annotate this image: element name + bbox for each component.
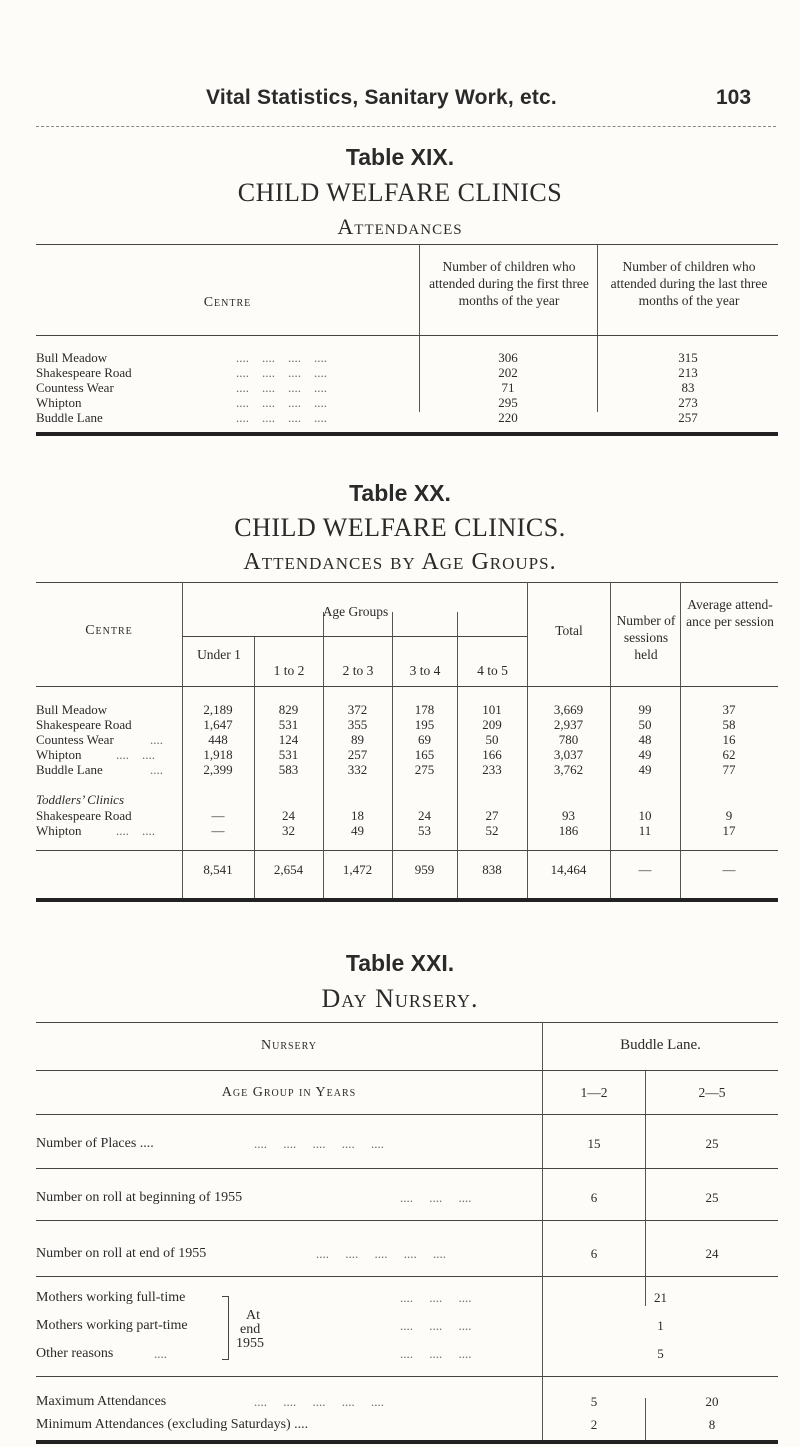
table-20-header-under-1: Under 1: [197, 647, 241, 662]
roll-begin-label: Number on roll at beginning of 1955: [36, 1190, 243, 1205]
table-20-row-5-sessions: 49: [638, 762, 652, 777]
table-21-top-rule: [36, 1022, 778, 1023]
table-20-row-3-sessions: 48: [638, 732, 652, 747]
table-20-row-2-under-1: 1,647: [203, 717, 233, 732]
table-20-row-4-total: 3,037: [553, 747, 584, 762]
table-19-row-3-last: 83: [681, 380, 695, 395]
leader-dots: .... .... ....: [400, 1318, 472, 1333]
toddler-row-1-total: 93: [562, 808, 575, 823]
other-reasons-label: Other reasons: [36, 1346, 114, 1361]
leader-dots: ....: [150, 762, 163, 777]
totals-total: 14,464: [550, 862, 587, 877]
totals-2-to-3: 1,472: [342, 862, 373, 877]
table-19-row-5-last: 257: [678, 410, 698, 425]
right-brace: [222, 1296, 229, 1360]
table-20-row-2-average: 58: [722, 717, 736, 732]
table-20-row-5-average: 77: [722, 762, 736, 777]
toddler-row-2-4-to-5: 52: [485, 823, 499, 838]
toddler-row-2-total: 186: [558, 823, 579, 838]
min-attendances-1-2: 2: [590, 1417, 598, 1432]
toddler-row-2-3-to-4: 53: [418, 823, 431, 838]
table-20-row-4-under-1: 1,918: [203, 747, 233, 762]
table-20-row-2-2-to-3: 355: [347, 717, 368, 732]
table-20-row-1-total: 3,669: [553, 702, 584, 717]
toddler-row-1-1-to-2: 24: [282, 808, 295, 823]
leader-dots: ....: [150, 732, 163, 747]
table-20-row-2-sessions: 50: [638, 717, 652, 732]
toddler-row-2-centre: Whipton: [36, 823, 82, 838]
table-21-rule: [36, 1220, 778, 1221]
table-19-row-4-first: 295: [498, 395, 518, 410]
full-time-label: Mothers working full-time: [36, 1290, 186, 1305]
roll-end-1-2: 6: [590, 1246, 598, 1261]
table-19-row-1-last: 315: [678, 350, 698, 365]
table-21-header-nursery: Nursery: [260, 1038, 317, 1053]
places-label: Number of Places ....: [36, 1136, 154, 1151]
table-20-row-1-sessions: 99: [638, 702, 652, 717]
table-20-row-3-2-to-3: 89: [351, 732, 364, 747]
table-20-row-4-centre: Whipton: [36, 747, 82, 762]
table-20-header-age-groups: Age Groups: [322, 604, 389, 619]
leader-dots: ....: [154, 1346, 167, 1361]
table-20-row-3-centre: Countess Wear: [36, 732, 114, 747]
leader-dots: .... ....: [116, 747, 155, 762]
running-header: [0, 86, 800, 116]
table-20-header-sessions: Number of sessions held: [616, 613, 676, 662]
leader-dots: .... .... ....: [400, 1290, 472, 1305]
table-21-title: Day Nursery.: [321, 984, 479, 1013]
table-20-row-1-under-1: 2,189: [203, 702, 233, 717]
places-2-5: 25: [705, 1136, 719, 1151]
table-21-label: Table XXI.: [345, 950, 455, 976]
year-label: 1955: [236, 1336, 264, 1351]
running-header-title: Vital Statistics, Sanitary Work, etc.: [206, 86, 557, 109]
table-21-rule: [36, 1376, 778, 1377]
table-20-row-5-centre: Buddle Lane: [36, 762, 103, 777]
min-attendances-label: Minimum Attendances (excluding Saturdays) ....: [36, 1417, 309, 1432]
table-20-row-2-1-to-2: 531: [278, 717, 299, 732]
header-rule: [36, 126, 776, 127]
table-20-row-3-under-1: 448: [208, 732, 228, 747]
table-19-row-4-last: 273: [678, 395, 698, 410]
table-20-header-centre: Centre: [85, 623, 133, 638]
age-group-1-2: 1—2: [580, 1085, 608, 1100]
leader-dots: .... .... ....: [400, 1190, 472, 1205]
toddler-row-2-sessions: 11: [638, 823, 652, 838]
table-19-row-5-centre: Buddle Lane: [36, 410, 103, 425]
table-20-row-5-under-1: 2,399: [203, 762, 233, 777]
table-20-row-1-4-to-5: 101: [482, 702, 502, 717]
table-19-bottom-rule: [36, 432, 778, 436]
table-20-header-1-to-2: 1 to 2: [273, 663, 305, 678]
roll-end-2-5: 24: [705, 1246, 719, 1261]
table-20-title: CHILD WELFARE CLINICS.: [234, 513, 566, 542]
table-20-age-groups-rule: [182, 636, 527, 637]
totals-4-to-5: 838: [482, 862, 502, 877]
table-20-row-3-total: 780: [558, 732, 579, 747]
toddler-row-1-under-1: —: [211, 808, 225, 823]
table-19-header-last: Number of children who attended during the last three months of the year: [610, 259, 768, 308]
table-20-row-1-1-to-2: 829: [278, 702, 299, 717]
table-20-row-3-1-to-2: 124: [278, 732, 299, 747]
table-21-divider: [645, 1070, 646, 1306]
table-20-row-1-average: 37: [722, 702, 736, 717]
toddler-row-1-average: 9: [725, 808, 733, 823]
table-20-subtitle: Attendances by Age Groups.: [243, 549, 557, 575]
table-20-row-5-total: 3,762: [553, 762, 584, 777]
table-19-subtitle: Attendances: [337, 214, 463, 239]
table-21-age-group-label: Age Group in Years: [221, 1085, 357, 1100]
table-20-row-3-3-to-4: 69: [418, 732, 431, 747]
table-20-row-5-2-to-3: 332: [347, 762, 368, 777]
age-group-2-5: 2—5: [698, 1085, 726, 1100]
table-20-row-1-2-to-3: 372: [347, 702, 368, 717]
table-20-row-4-3-to-4: 165: [414, 747, 435, 762]
table-19-row-1-first: 306: [498, 350, 518, 365]
table-19-row-2-last: 213: [678, 365, 698, 380]
table-20-row-4-sessions: 49: [638, 747, 652, 762]
table-20-top-rule: [36, 582, 778, 583]
table-19-row-5-first: 220: [498, 410, 518, 425]
table-20-header-4-to-5: 4 to 5: [477, 663, 508, 678]
toddler-row-2-2-to-3: 49: [351, 823, 364, 838]
leader-dots: .... .... .... ....: [236, 350, 327, 365]
totals-average: —: [722, 862, 736, 877]
table-21-rule: [36, 1070, 778, 1071]
table-21-rule: [36, 1168, 778, 1169]
table-20-row-4-2-to-3: 257: [347, 747, 368, 762]
totals-3-to-4: 959: [414, 862, 435, 877]
leader-dots: .... .... .... .... ....: [254, 1136, 384, 1151]
table-19-header-centre: Centre: [203, 295, 252, 310]
table-20-header-rule: [36, 686, 778, 687]
roll-begin-1-2: 6: [590, 1190, 598, 1205]
totals-sessions: —: [638, 862, 652, 877]
table-21-rule: [36, 1276, 778, 1277]
table-19-row-2-first: 202: [498, 365, 518, 380]
table-19-row-1-centre: Bull Meadow: [36, 350, 108, 365]
table-19-row-3-first: 71: [501, 380, 515, 395]
table-20-row-2-4-to-5: 209: [482, 717, 502, 732]
table-20-header-average: Average attend- ance per session: [686, 597, 774, 629]
places-1-2: 15: [587, 1136, 601, 1151]
table-21-rule: [36, 1114, 778, 1115]
toddler-row-1-2-to-3: 18: [351, 808, 364, 823]
leader-dots: .... .... .... ....: [236, 365, 327, 380]
max-attendances-1-2: 5: [590, 1394, 598, 1409]
leader-dots: .... .... .... ....: [236, 410, 327, 425]
part-time-value: 1: [657, 1318, 664, 1333]
table-19-top-rule: [36, 244, 778, 245]
table-20-row-2-total: 2,937: [553, 717, 584, 732]
table-19-header-first: Number of children who attended during the first three months of the year: [429, 259, 589, 308]
table-20-row-4-4-to-5: 166: [482, 747, 502, 762]
page-number: 103: [716, 86, 752, 109]
leader-dots: .... .... .... ....: [236, 380, 327, 395]
table-20-bottom-rule: [36, 898, 778, 902]
table-20-header-total: Total: [555, 623, 583, 638]
end-label: end: [240, 1322, 261, 1337]
leader-dots: .... .... .... ....: [236, 395, 327, 410]
table-20-row-3-4-to-5: 50: [485, 732, 499, 747]
table-20-header-2-to-3: 2 to 3: [342, 663, 374, 678]
table-20-row-5-3-to-4: 275: [414, 762, 435, 777]
toddler-row-2-under-1: —: [211, 823, 225, 838]
table-20-label: Table XX.: [349, 480, 451, 506]
toddler-row-1-centre: Shakespeare Road: [36, 808, 132, 823]
table-19-row-4-centre: Whipton: [36, 395, 82, 410]
toddler-row-1-3-to-4: 24: [418, 808, 431, 823]
toddler-row-2-1-to-2: 32: [282, 823, 295, 838]
leader-dots: .... .... .... .... ....: [316, 1246, 446, 1261]
table-20-totals-rule: [36, 850, 778, 851]
table-20-row-5-4-to-5: 233: [482, 762, 502, 777]
min-attendances-2-5: 8: [708, 1417, 716, 1432]
toddler-row-2-average: 17: [722, 823, 736, 838]
table-21-header-buddle-lane: Buddle Lane.: [620, 1037, 701, 1053]
leader-dots: .... .... .... .... ....: [254, 1394, 384, 1409]
table-20-header-3-to-4: 3 to 4: [409, 663, 441, 678]
table-20-row-3-average: 16: [722, 732, 736, 747]
other-reasons-value: 5: [657, 1346, 664, 1361]
table-20-row-1-centre: Bull Meadow: [36, 702, 108, 717]
table-20-row-4-average: 62: [722, 747, 736, 762]
at-label: At: [246, 1308, 260, 1323]
table-19-header-rule: [36, 335, 778, 336]
roll-end-label: Number on roll at end of 1955: [36, 1246, 207, 1261]
table-19-title: CHILD WELFARE CLINICS: [237, 178, 563, 207]
table-21-bottom-rule: [36, 1440, 778, 1444]
table-19-row-3-centre: Countess Wear: [36, 380, 114, 395]
totals-1-to-2: 2,654: [273, 862, 304, 877]
part-time-label: Mothers working part-time: [36, 1318, 188, 1333]
full-time-value: 21: [654, 1290, 667, 1305]
table-19-row-2-centre: Shakespeare Road: [36, 365, 132, 380]
roll-begin-2-5: 25: [705, 1190, 719, 1205]
leader-dots: .... .... ....: [400, 1346, 472, 1361]
table-20-row-2-centre: Shakespeare Road: [36, 717, 132, 732]
table-20-row-5-1-to-2: 583: [278, 762, 299, 777]
table-19-label: Table XIX.: [345, 144, 455, 170]
table-20-row-4-1-to-2: 531: [278, 747, 299, 762]
totals-under-1: 8,541: [203, 862, 233, 877]
leader-dots: .... ....: [116, 823, 155, 838]
toddler-row-1-sessions: 10: [638, 808, 652, 823]
table-20-row-1-3-to-4: 178: [414, 702, 435, 717]
max-attendances-2-5: 20: [705, 1394, 719, 1409]
table-20-row-2-3-to-4: 195: [414, 717, 435, 732]
toddlers-clinics-label: Toddlers’ Clinics: [36, 792, 125, 807]
max-attendances-label: Maximum Attendances: [36, 1394, 167, 1409]
toddler-row-1-4-to-5: 27: [485, 808, 499, 823]
